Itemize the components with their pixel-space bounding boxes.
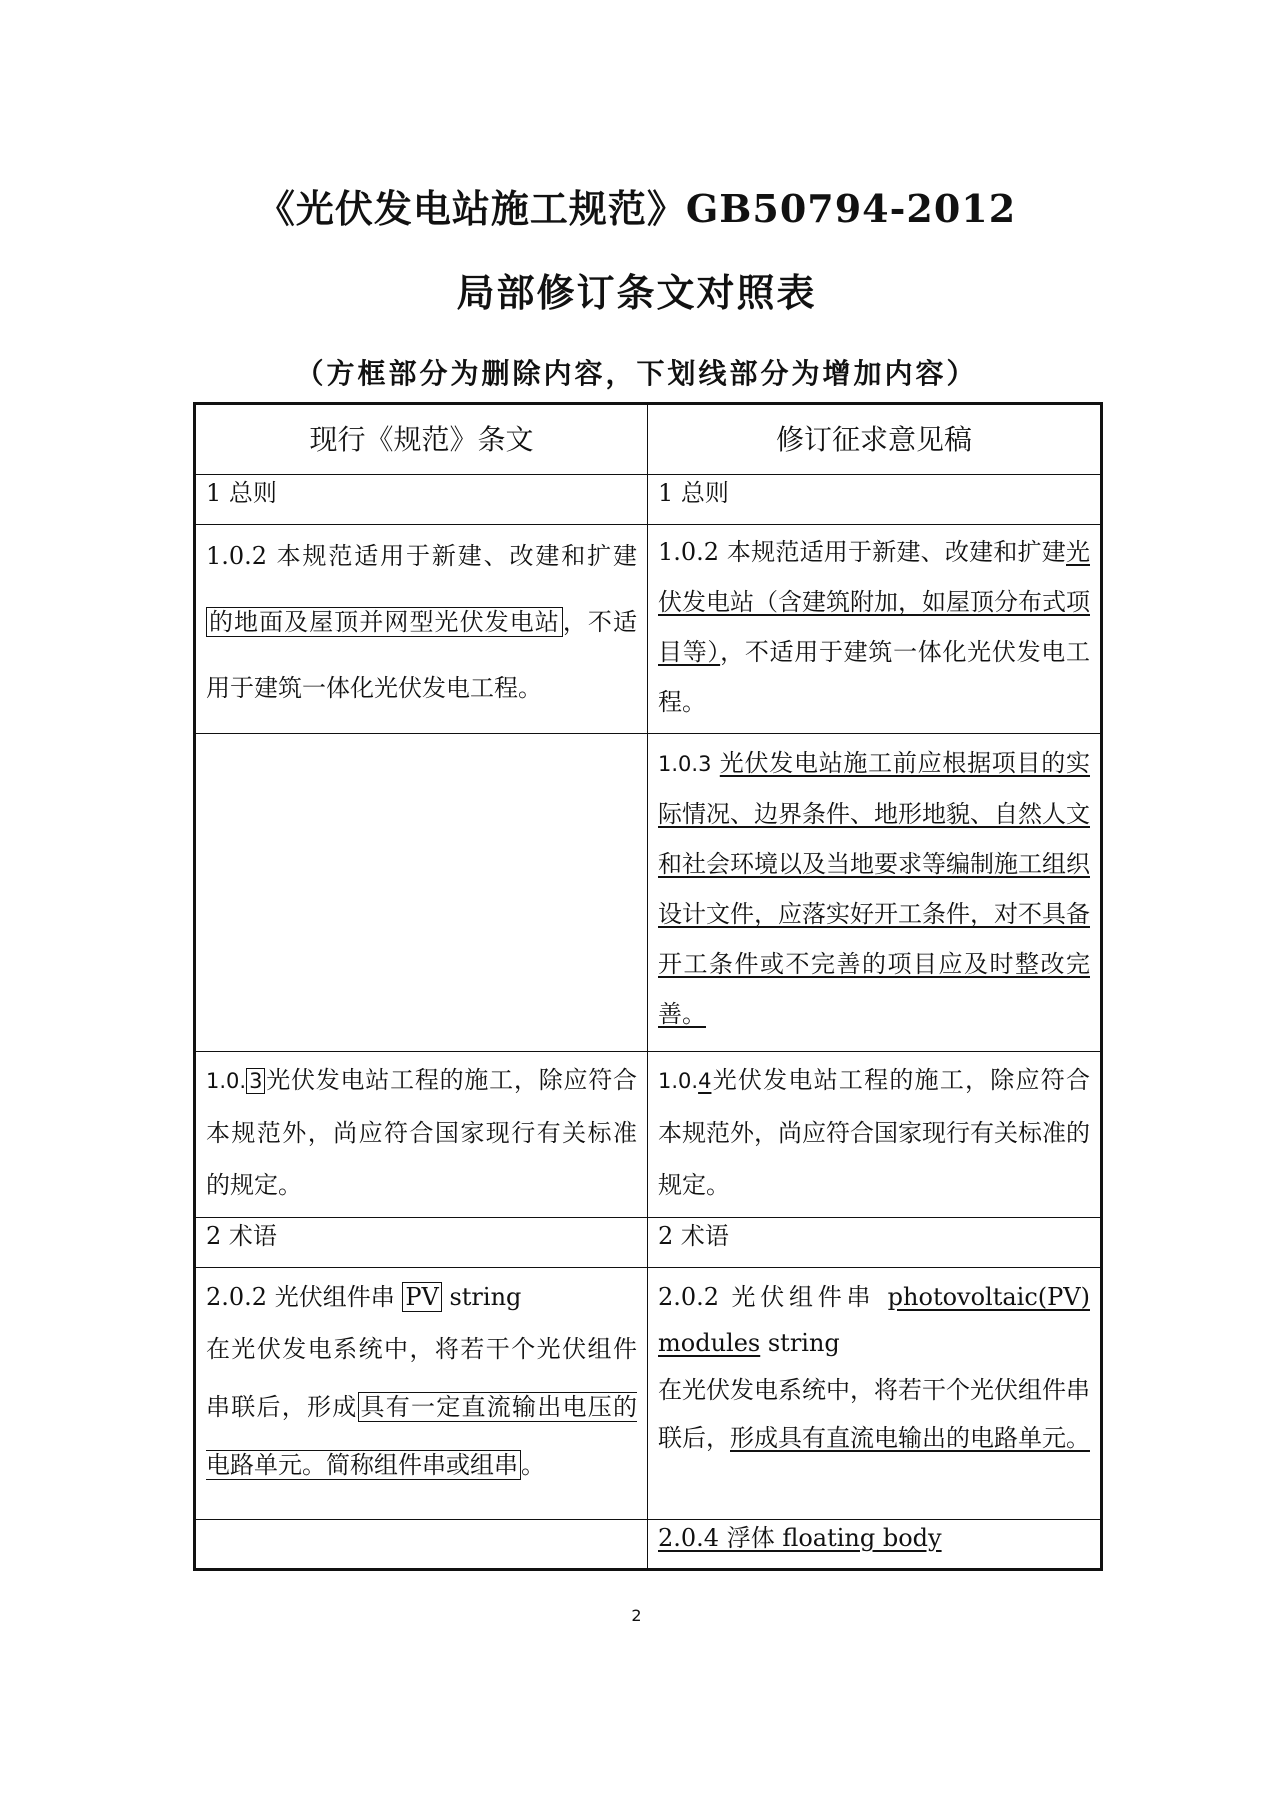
comparison-table [193,402,1103,1571]
added-text: 形成具有直流电输出的电路单元。 [730,1424,1090,1452]
clause-1-0-2-current [195,525,648,734]
added-text: 光伏发电站（含建筑附加，如屋顶分布式项目等） [658,538,1090,666]
deleted-text: PV [402,1282,441,1312]
clause-text: string [441,1283,522,1311]
clause-number: 1.0. [206,1069,247,1093]
clause-1-0-2-revised [648,525,1102,734]
clause-text: 光伏发电站工程的施工，除应符合本规范外，尚应符合国家现行有关标准的规定。 [658,1066,1090,1199]
clause-1-0-3-current-empty [195,734,648,1052]
clause-text: 2.0.2 光伏组件串 [206,1283,395,1311]
clause-2-0-2-revised [648,1268,1102,1520]
clause-1-0-4-revised [648,1052,1102,1218]
clause-2-0-4-revised [648,1520,1102,1570]
clause-2-0-4-current-empty [195,1520,648,1570]
section-heading-revised: 2 术语 [648,1218,1102,1268]
clause-number: 1.0. [658,1069,699,1093]
clause-text: 。 [521,1451,545,1479]
clause-1-0-4-current [195,1052,648,1218]
section-heading-revised: 1 总则 [648,475,1102,525]
clause-text: 1.0.2 本规范适用于新建、改建和扩建 [658,538,1066,566]
added-text: 4 [698,1069,712,1093]
added-text: 2.0.4 浮体 floating body [658,1524,942,1552]
deleted-text: 具有一定直流输出电压的电路单元。简称组件串或组串 [206,1393,637,1479]
section-heading-current: 1 总则 [195,475,648,525]
clause-text: 2.0.2 光伏组件串 [658,1283,888,1311]
clause-text: string [760,1329,840,1357]
page-number: 2 [631,1606,642,1625]
clause-text: 光伏发电站工程的施工，除应符合本规范外，尚应符合国家现行有关标准的规定。 [206,1066,637,1199]
clause-text: ，不适用于建筑一体化光伏发电工程。 [658,638,1091,716]
clause-text: 1.0.2 本规范适用于新建、改建和扩建 [206,542,637,570]
clause-number: 1.0.3 [658,752,712,776]
section-heading-current: 2 术语 [195,1218,648,1268]
deleted-text: 的地面及屋顶并网型光伏发电站 [206,607,563,637]
clause-text: ，不适用于建筑一体化光伏发电工程。 [206,608,637,702]
header-revised-draft: 修订征求意见稿 [648,404,1102,475]
document-subtitle-title: 局部修订条文对照表 [456,270,817,315]
deleted-text: 3 [246,1068,265,1094]
clause-1-0-3-revised [648,734,1102,1052]
clause-text: 在光伏发电系统中，将若干个光伏组件串联后， [658,1376,1090,1452]
added-text: photovoltaic(PV) modules [658,1283,1090,1357]
document-title: 《光伏发电站施工规范》GB50794-2012 [256,186,1017,231]
legend-note: （方框部分为删除内容，下划线部分为增加内容） [295,357,978,390]
clause-2-0-2-current [195,1268,648,1520]
added-text: 光伏发电站施工前应根据项目的实际情况、边界条件、地形地貌、自然人文和社会环境以及当地要求等编制施工组织设计文件，应落实好开工条件，对不具备开工条件或不完善的项目应及时整改完善。 [658,749,1090,1028]
clause-text: 在光伏发电系统中，将若干个光伏组件串联后，形成 [206,1335,637,1421]
header-current-clause: 现行《规范》条文 [195,404,648,475]
